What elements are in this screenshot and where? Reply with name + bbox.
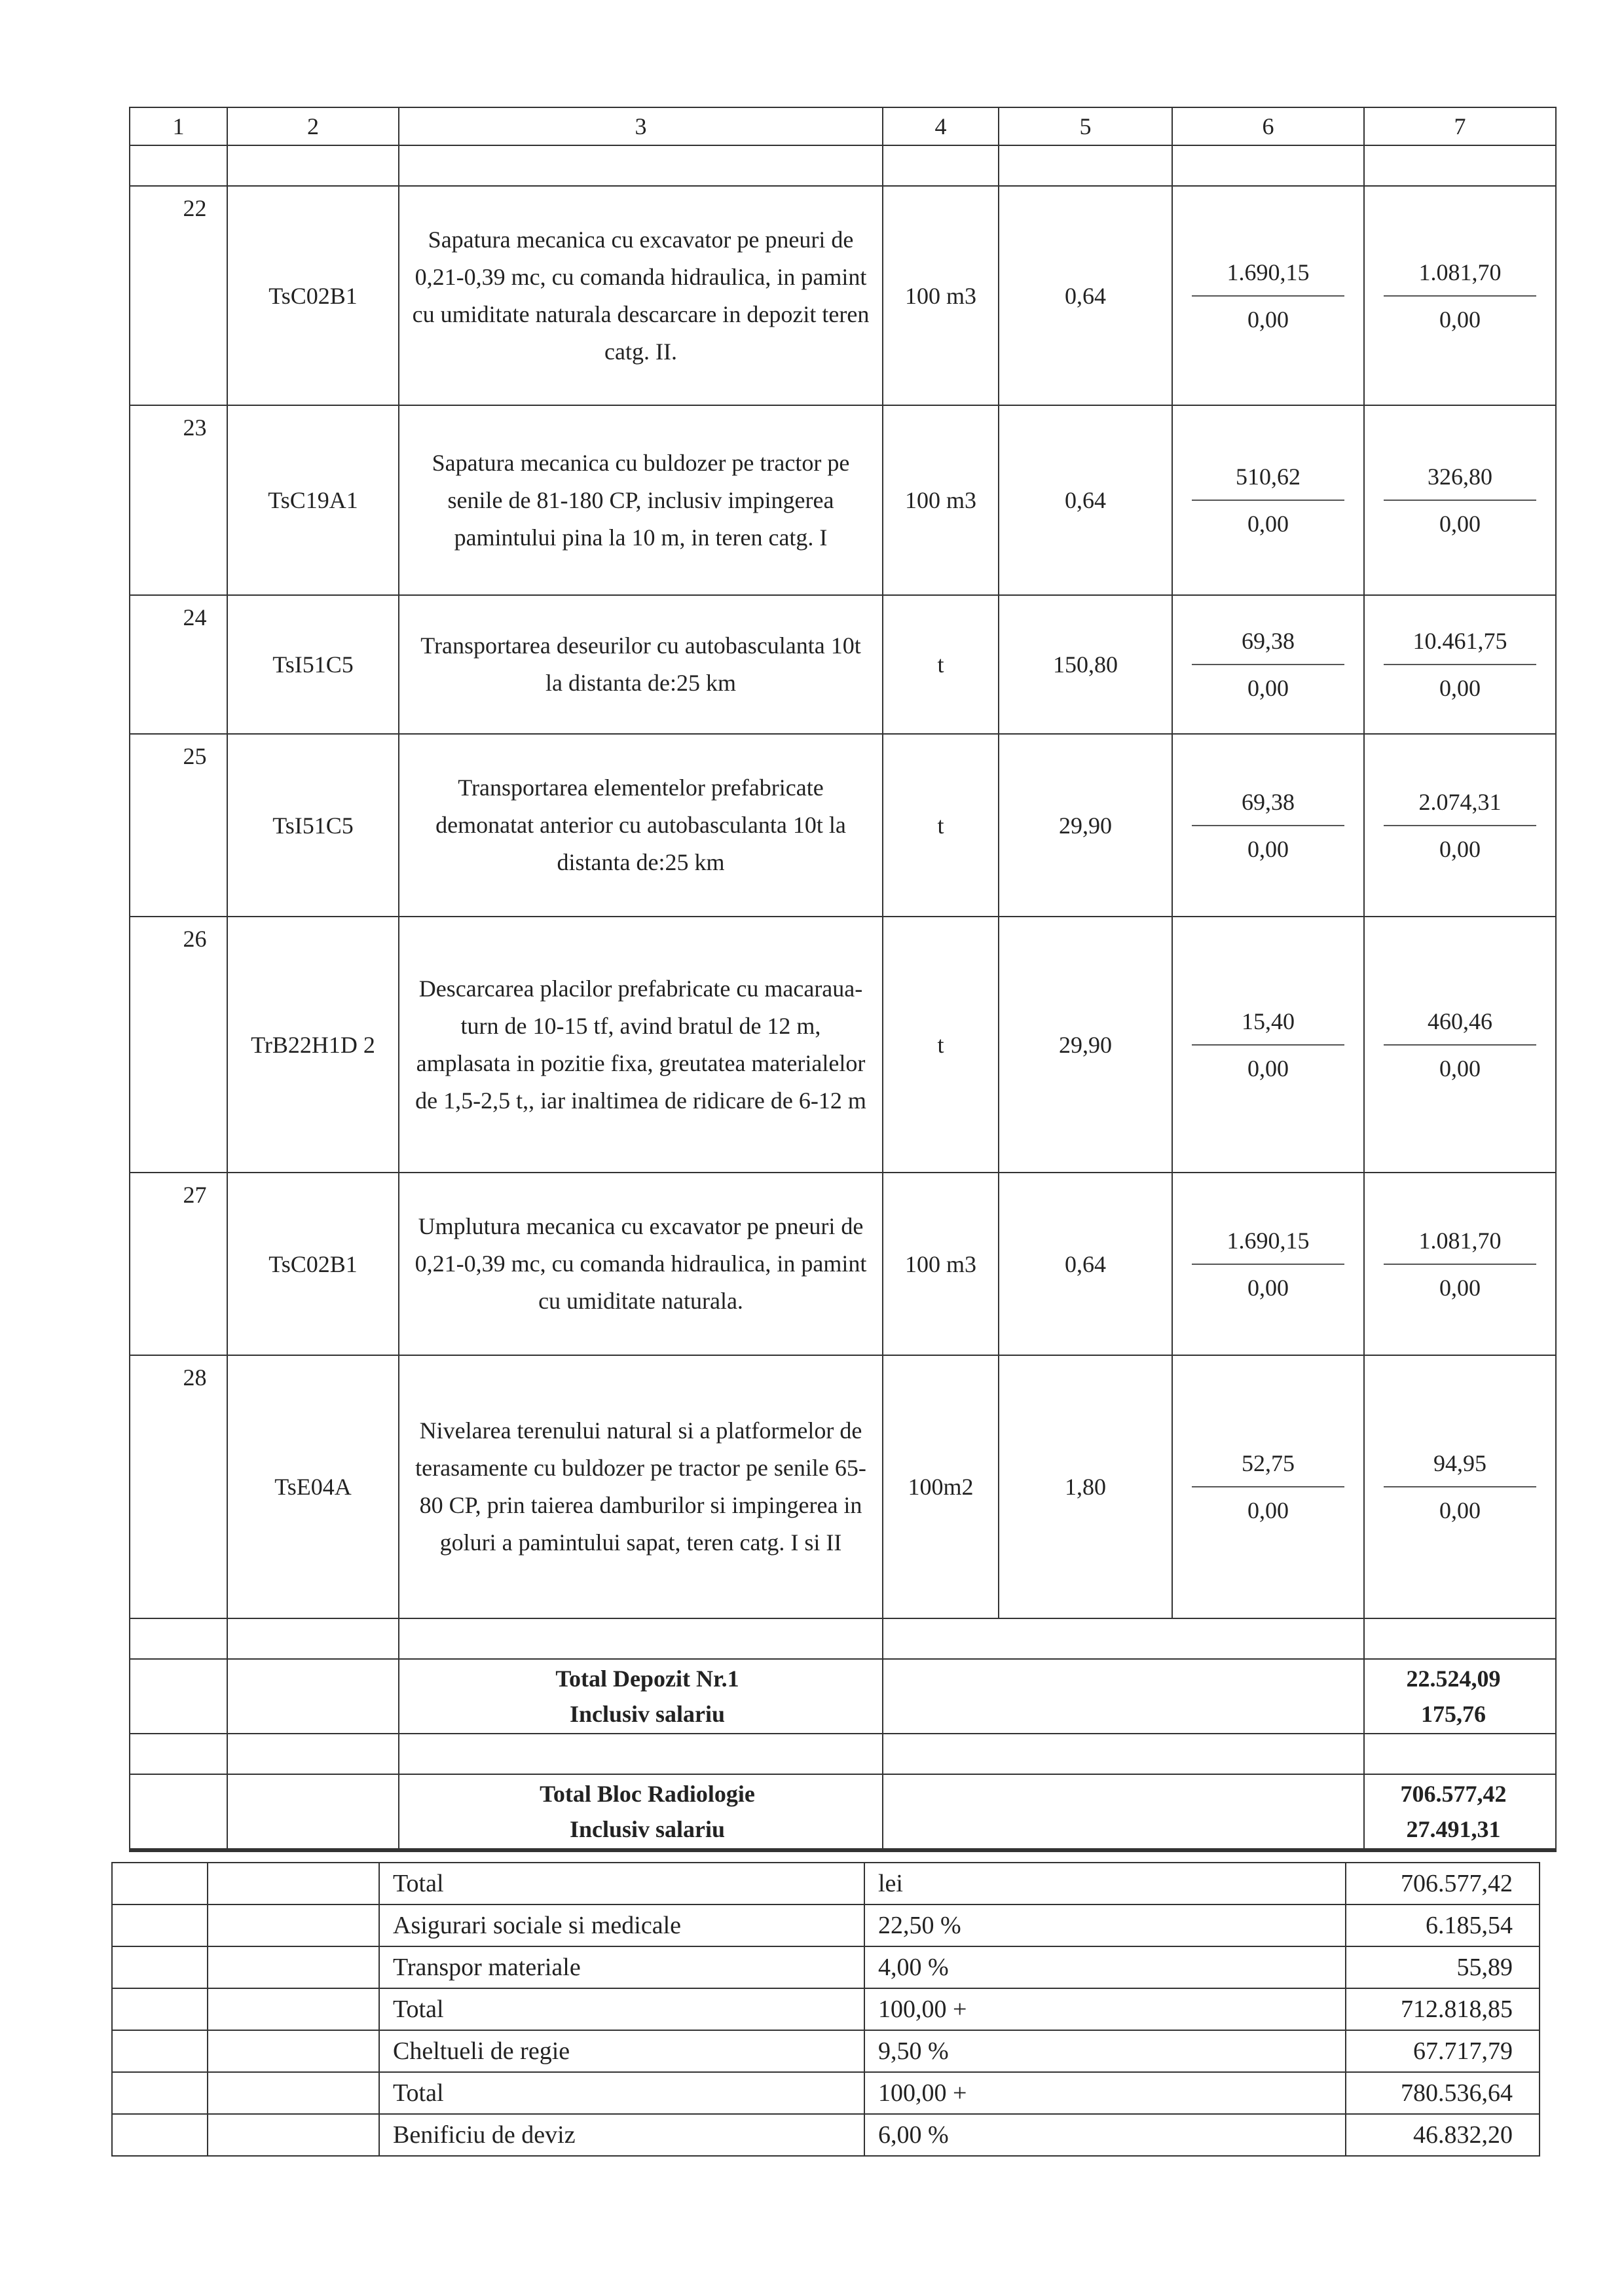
total-label: Total Depozit Nr.1: [555, 1666, 739, 1692]
total-value: [1364, 595, 1556, 734]
unit-price: [1172, 917, 1364, 1173]
quantity: 29,90: [999, 734, 1172, 917]
summary-label: Asigurari sociale si medicale: [379, 1904, 864, 1946]
item-description: Umplutura mecanica cu excavator pe pneuri de 0,21-0,39 mc, cu comanda hidraulica, in pamint cu umiditate naturala.: [399, 1173, 883, 1355]
unit-price: [1172, 186, 1364, 405]
value-top: 460,46: [1428, 1008, 1492, 1034]
summary-label: Total: [379, 2072, 864, 2114]
value-bottom: 0,00: [1247, 1055, 1289, 1082]
column-header: 2: [227, 107, 399, 145]
spacer-row: [130, 1734, 1556, 1774]
row-number: 26: [130, 917, 227, 1173]
total-value: [1364, 186, 1556, 405]
item-code: TsI51C5: [227, 595, 399, 734]
value-bottom: 0,00: [1247, 835, 1289, 862]
summary-rate: lei: [864, 1863, 1346, 1904]
summary-value: 55,89: [1346, 1946, 1540, 1988]
item-description: Sapatura mecanica cu buldozer pe tractor pe senile de 81-180 CP, inclusiv impingerea pamintului pina la 10 m, in teren catg. I: [399, 405, 883, 595]
unit-price: [1172, 1355, 1364, 1618]
unit: 100m2: [883, 1355, 999, 1618]
unit: t: [883, 595, 999, 734]
item-description: Nivelarea terenului natural si a platformelor de terasamente cu buldozer pe tractor pe senile 65-80 CP, prin taierea damburilor si impingerea in goluri a pamintului sapat, teren catg. I si II: [399, 1355, 883, 1618]
value-top: 326,80: [1428, 464, 1492, 490]
value-bottom: 0,00: [1439, 511, 1481, 537]
total-value: 706.577,42: [1400, 1781, 1507, 1807]
value-bottom: 0,00: [1439, 835, 1481, 862]
item-code: TsC19A1: [227, 405, 399, 595]
column-header: 5: [999, 107, 1172, 145]
table-row: [130, 186, 1556, 405]
unit-price: [1172, 734, 1364, 917]
summary-value: 6.185,54: [1346, 1904, 1540, 1946]
summary-label: Transpor materiale: [379, 1946, 864, 1988]
table-row: [130, 405, 1556, 595]
value-top: 1.690,15: [1227, 259, 1310, 285]
value-top: 1.081,70: [1418, 1227, 1502, 1254]
total-sub-value: 27.491,31: [1406, 1816, 1501, 1842]
total-value: 22.524,09: [1406, 1666, 1501, 1692]
quantity: 0,64: [999, 186, 1172, 405]
summary-table: [111, 1862, 1540, 2157]
summary-rate: 22,50 %: [864, 1904, 1346, 1946]
value-top: 1.690,15: [1227, 1227, 1310, 1254]
table-row: [130, 595, 1556, 734]
summary-row: [112, 1863, 1540, 1904]
item-description: Sapatura mecanica cu excavator pe pneuri de 0,21-0,39 mc, cu comanda hidraulica, in pamint cu umiditate naturala descarcare in depozit teren catg. II.: [399, 186, 883, 405]
column-header: 6: [1172, 107, 1364, 145]
total-value: [1364, 405, 1556, 595]
summary-label: Cheltueli de regie: [379, 2030, 864, 2072]
header-row: [130, 107, 1556, 145]
item-code: TsC02B1: [227, 1173, 399, 1355]
item-code: TsI51C5: [227, 734, 399, 917]
item-description: Transportarea elementelor prefabricate demonatat anterior cu autobasculanta 10t la distanta de:25 km: [399, 734, 883, 917]
table-row: [130, 917, 1556, 1173]
unit-price: [1172, 595, 1364, 734]
row-number: 24: [130, 595, 227, 734]
summary-value: 67.717,79: [1346, 2030, 1540, 2072]
unit-price: [1172, 1173, 1364, 1355]
summary-value: 46.832,20: [1346, 2114, 1540, 2156]
value-top: 69,38: [1242, 628, 1295, 654]
value-top: 10.461,75: [1412, 628, 1507, 654]
unit: t: [883, 917, 999, 1173]
summary-rate: 9,50 %: [864, 2030, 1346, 2072]
summary-row: [112, 1904, 1540, 1946]
unit-price: [1172, 405, 1364, 595]
value-top: 2.074,31: [1418, 788, 1502, 815]
value-bottom: 0,00: [1247, 1497, 1289, 1523]
summary-row: [112, 1946, 1540, 1988]
quantity: 150,80: [999, 595, 1172, 734]
total-row: [130, 1659, 1556, 1734]
table-row: [130, 1173, 1556, 1355]
unit: t: [883, 734, 999, 917]
summary-rate: 100,00 +: [864, 2072, 1346, 2114]
estimate-table: [129, 107, 1557, 1852]
summary-rate: 4,00 %: [864, 1946, 1346, 1988]
total-sub-value: 175,76: [1421, 1701, 1486, 1727]
total-value: [1364, 734, 1556, 917]
unit: 100 m3: [883, 186, 999, 405]
row-number: 27: [130, 1173, 227, 1355]
summary-label: Total: [379, 1863, 864, 1904]
unit: 100 m3: [883, 1173, 999, 1355]
total-sub-label: Inclusiv salariu: [569, 1816, 726, 1842]
column-header: 3: [399, 107, 883, 145]
spacer-row: [130, 1618, 1556, 1659]
summary-label: Benificiu de deviz: [379, 2114, 864, 2156]
summary-row: [112, 2030, 1540, 2072]
value-bottom: 0,00: [1247, 306, 1289, 333]
summary-rate: 6,00 %: [864, 2114, 1346, 2156]
item-code: TsE04A: [227, 1355, 399, 1618]
value-bottom: 0,00: [1247, 511, 1289, 537]
value-top: 94,95: [1433, 1450, 1486, 1476]
column-header: 1: [130, 107, 227, 145]
row-number: 28: [130, 1355, 227, 1618]
value-top: 1.081,70: [1418, 259, 1502, 285]
column-header: 7: [1364, 107, 1556, 145]
summary-row: [112, 2114, 1540, 2156]
total-value: [1364, 1173, 1556, 1355]
quantity: 0,64: [999, 405, 1172, 595]
total-row: [130, 1774, 1556, 1850]
column-header: 4: [883, 107, 999, 145]
spacer-row: [130, 145, 1556, 186]
summary-row: [112, 1988, 1540, 2030]
summary-value: 780.536,64: [1346, 2072, 1540, 2114]
row-number: 25: [130, 734, 227, 917]
value-bottom: 0,00: [1247, 1274, 1289, 1301]
quantity: 0,64: [999, 1173, 1172, 1355]
row-number: 23: [130, 405, 227, 595]
value-top: 510,62: [1236, 464, 1301, 490]
summary-row: [112, 2072, 1540, 2114]
item-code: TsC02B1: [227, 186, 399, 405]
value-bottom: 0,00: [1439, 675, 1481, 701]
item-code: TrB22H1D 2: [227, 917, 399, 1173]
table-row: [130, 734, 1556, 917]
total-label: Total Bloc Radiologie: [540, 1781, 755, 1807]
value-top: 69,38: [1242, 788, 1295, 815]
table-row: [130, 1355, 1556, 1618]
item-description: Transportarea deseurilor cu autobasculanta 10t la distanta de:25 km: [399, 595, 883, 734]
value-bottom: 0,00: [1439, 306, 1481, 333]
total-value: [1364, 917, 1556, 1173]
value-top: 52,75: [1242, 1450, 1295, 1476]
unit: 100 m3: [883, 405, 999, 595]
quantity: 1,80: [999, 1355, 1172, 1618]
summary-label: Total: [379, 1988, 864, 2030]
value-bottom: 0,00: [1247, 675, 1289, 701]
summary-value: 712.818,85: [1346, 1988, 1540, 2030]
value-bottom: 0,00: [1439, 1497, 1481, 1523]
summary-value: 706.577,42: [1346, 1863, 1540, 1904]
value-top: 15,40: [1242, 1008, 1295, 1034]
item-description: Descarcarea placilor prefabricate cu macaraua-turn de 10-15 tf, avind bratul de 12 m, amplasata in pozitie fixa, greutatea materialelor de 1,5-2,5 t,, iar inaltimea de ridicare de 6-12 m: [399, 917, 883, 1173]
total-sub-label: Inclusiv salariu: [569, 1701, 726, 1727]
quantity: 29,90: [999, 917, 1172, 1173]
value-bottom: 0,00: [1439, 1055, 1481, 1082]
summary-rate: 100,00 +: [864, 1988, 1346, 2030]
row-number: 22: [130, 186, 227, 405]
value-bottom: 0,00: [1439, 1274, 1481, 1301]
total-value: [1364, 1355, 1556, 1618]
